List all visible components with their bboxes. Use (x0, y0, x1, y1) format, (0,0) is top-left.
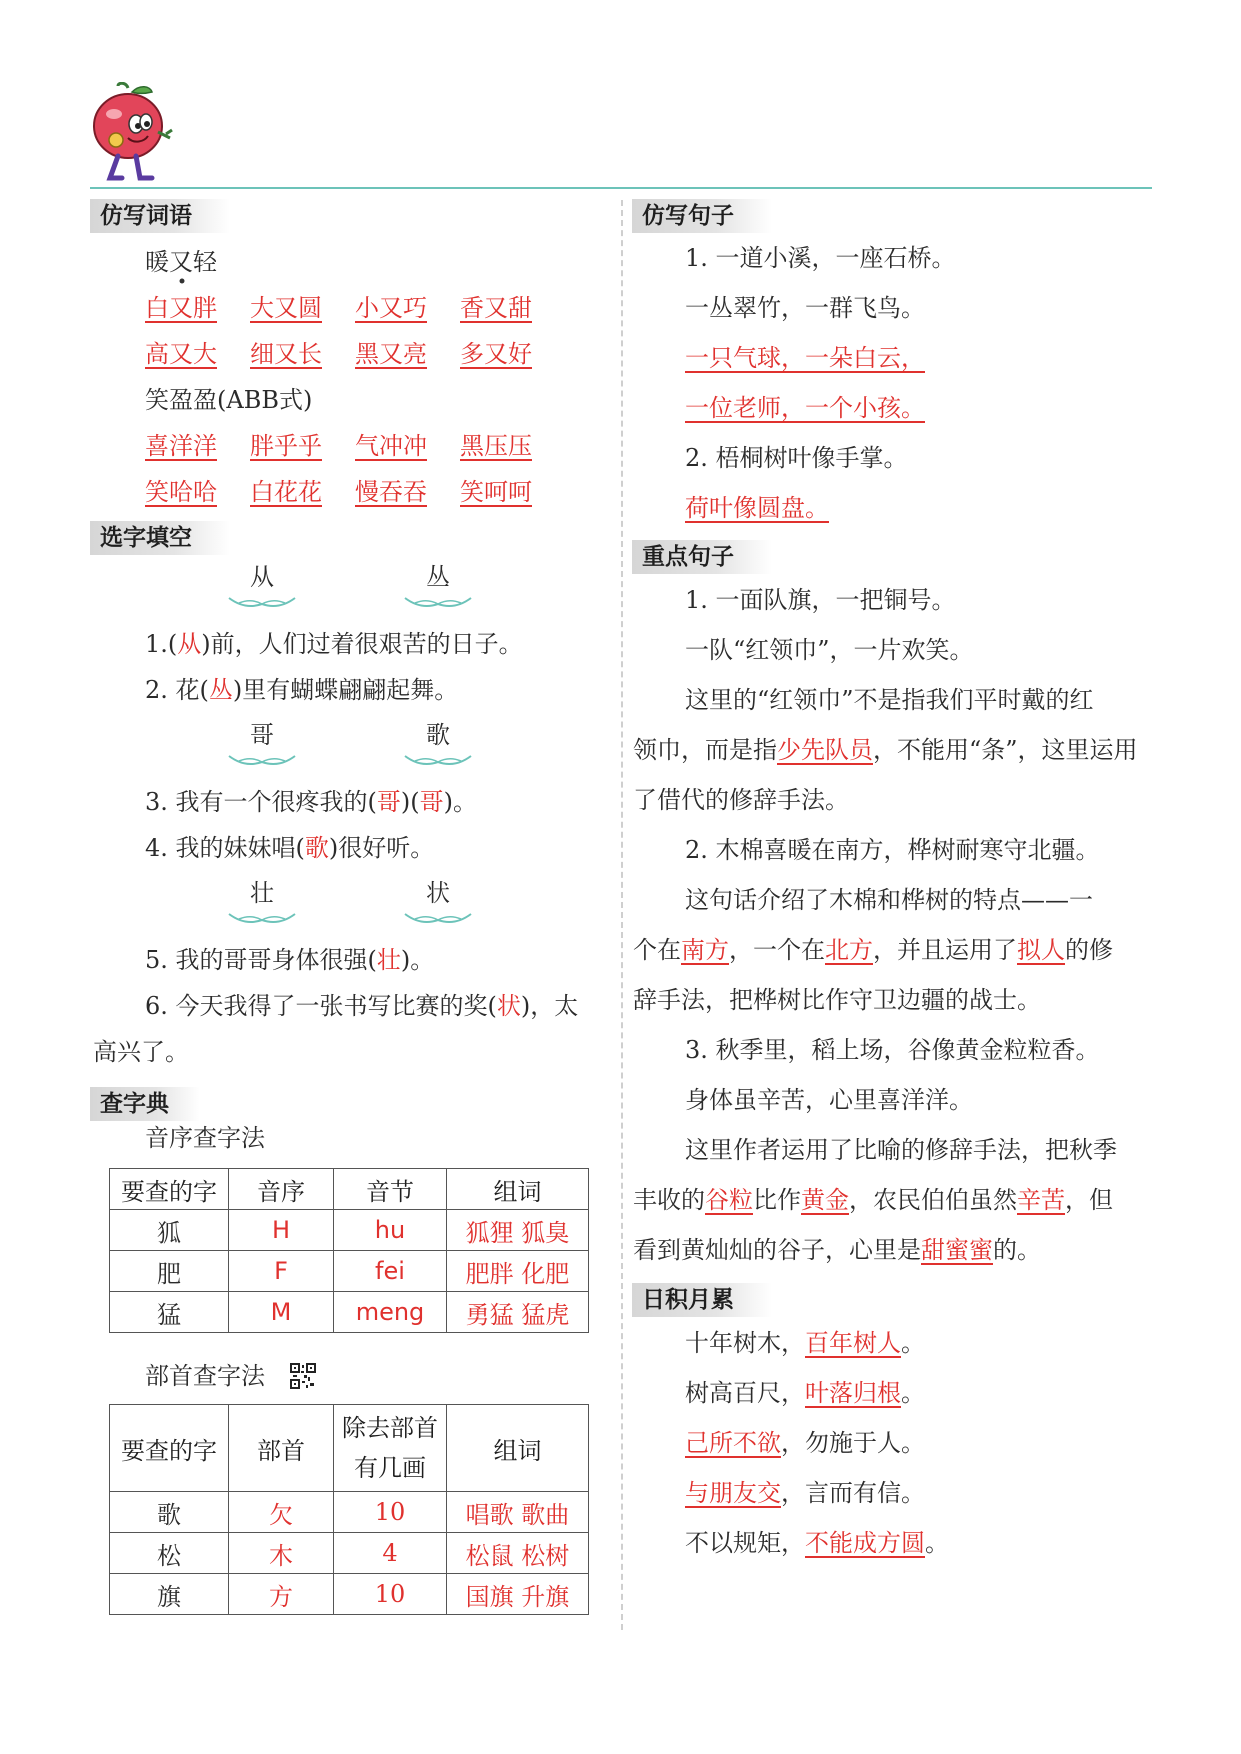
leaf-divider-icon (227, 594, 297, 612)
table-header-cell: 要查的字 (110, 1169, 229, 1210)
apple-mascot-icon (88, 82, 178, 184)
fill-question-5: 5. 我的哥哥身体很强(壮)。 (145, 946, 435, 974)
answer-word: 慢吞吞 (355, 478, 427, 506)
section-title-fangxie-juzi: 仿写句子 (632, 199, 772, 233)
table-cell: 4 (334, 1533, 447, 1574)
leaf-divider-icon (227, 752, 297, 770)
table-cell: H (229, 1210, 334, 1251)
method-yinxu: 音序查字法 (145, 1124, 265, 1152)
header-rule (90, 187, 1152, 189)
answer-word: 白花花 (250, 478, 322, 506)
pinyin-lookup-table (109, 1168, 589, 1333)
table-header-cell: 音序 (229, 1169, 334, 1210)
method-bushou: 部首查字法 (145, 1362, 265, 1390)
table-cell: M (229, 1292, 334, 1333)
table-header-cell: 音节 (334, 1169, 447, 1210)
sentence-line: 一丛翠竹，一群飞鸟。 (685, 294, 925, 322)
paragraph-line: 这句话介绍了木棉和桦树的特点——一 (685, 886, 1093, 914)
table-header-cell: 组词 (447, 1169, 589, 1210)
paragraph-line: 丰收的谷粒比作黄金，农民伯伯虽然辛苦，但 (633, 1186, 1113, 1214)
answer-word: 小又巧 (355, 294, 427, 322)
proverb-line: 十年树木，百年树人。 (685, 1329, 925, 1357)
table-cell: 狐狸 狐臭 (447, 1210, 589, 1251)
emphasis-dot-icon (179, 278, 185, 284)
table-header-cell-two-line: 除去部首 有几画 (334, 1405, 447, 1492)
answer-word: 多又好 (460, 340, 532, 368)
table-cell: 松 (110, 1533, 229, 1574)
example-word-2: 笑盈盈(ABB式) (145, 386, 313, 414)
leaf-divider-icon (403, 594, 473, 612)
answer-word: 笑哈哈 (145, 478, 217, 506)
sentence-line: 2. 梧桐树叶像手掌。 (685, 444, 908, 472)
table-cell: F (229, 1251, 334, 1292)
paragraph-line: 了借代的修辞手法。 (633, 786, 849, 814)
table-cell: 肥胖 化肥 (447, 1251, 589, 1292)
fill-question-4: 4. 我的妹妹唱(歌)很好听。 (145, 834, 435, 862)
proverb-line: 与朋友交，言而有信。 (685, 1479, 925, 1507)
table-cell: hu (334, 1210, 447, 1251)
sentence-line: 一队“红领巾”，一片欢笑。 (685, 636, 974, 664)
section-title-xuanzi-tiankong: 选字填空 (90, 521, 230, 555)
example-word-1: 暖又轻 (145, 244, 217, 280)
table-cell: 方 (229, 1574, 334, 1615)
choice-char: 丛 (426, 563, 450, 591)
leaf-divider-icon (227, 910, 297, 928)
answer-word: 高又大 (145, 340, 217, 368)
answer-row-3 (145, 428, 565, 464)
leaf-divider-icon (403, 910, 473, 928)
table-header-row (110, 1405, 589, 1492)
section-title-fangxie-ciyu: 仿写词语 (90, 199, 230, 233)
table-cell: 唱歌 歌曲 (447, 1492, 589, 1533)
table-cell: 猛 (110, 1292, 229, 1333)
table-cell: fei (334, 1251, 447, 1292)
sentence-line: 1. 一面队旗，一把铜号。 (685, 586, 956, 614)
paragraph-line: 看到黄灿灿的谷子，心里是甜蜜蜜的。 (633, 1236, 1041, 1264)
table-cell: 松鼠 松树 (447, 1533, 589, 1574)
answer-row-4 (145, 474, 565, 510)
choice-char: 状 (426, 879, 450, 907)
column-divider (621, 200, 623, 1630)
section-title-riji-yuelei: 日积月累 (632, 1283, 772, 1317)
sentence-line: 1. 一道小溪，一座石桥。 (685, 244, 956, 272)
fill-question-6-cont: 高兴了。 (93, 1038, 189, 1066)
proverb-line: 不以规矩，不能成方圆。 (685, 1529, 949, 1557)
table-cell: 狐 (110, 1210, 229, 1251)
table-row (110, 1533, 589, 1574)
sentence-line: 身体虽辛苦，心里喜洋洋。 (685, 1086, 973, 1114)
table-cell: 木 (229, 1533, 334, 1574)
table-header-row (110, 1169, 589, 1210)
table-row (110, 1210, 589, 1251)
table-row (110, 1251, 589, 1292)
section-title-cha-zidian: 查字典 (90, 1087, 200, 1121)
fill-question-1: 1.(从)前，人们过着很艰苦的日子。 (145, 630, 523, 658)
table-cell: 国旗 升旗 (447, 1574, 589, 1615)
section-title-zhongdian-juzi: 重点句子 (632, 540, 772, 574)
table-cell: 旗 (110, 1574, 229, 1615)
sentence-line: 2. 木棉喜暖在南方，桦树耐寒守北疆。 (685, 836, 1100, 864)
fill-question-3: 3. 我有一个很疼我的(哥)(哥)。 (145, 788, 477, 816)
table-cell: 歌 (110, 1492, 229, 1533)
table-row (110, 1574, 589, 1615)
table-cell: 10 (334, 1574, 447, 1615)
paragraph-line: 这里作者运用了比喻的修辞手法，把秋季 (685, 1136, 1117, 1164)
table-header-cell: 要查的字 (110, 1405, 229, 1492)
table-header-cell: 部首 (229, 1405, 334, 1492)
qr-code-icon[interactable] (290, 1363, 316, 1389)
answer-word: 气冲冲 (355, 432, 427, 460)
table-cell: 10 (334, 1492, 447, 1533)
answer-word: 大又圆 (250, 294, 322, 322)
fill-question-6: 6. 今天我得了一张书写比赛的奖(状)，太 (145, 992, 579, 1020)
answer-word: 白又胖 (145, 294, 217, 322)
answer-sentence: 一只气球，一朵白云， (685, 344, 925, 372)
answer-word: 喜洋洋 (145, 432, 217, 460)
answer-word: 细又长 (250, 340, 322, 368)
paragraph-line: 这里的“红领巾”不是指我们平时戴的红 (685, 686, 1094, 714)
leaf-divider-icon (403, 752, 473, 770)
choice-char: 壮 (250, 879, 274, 907)
answer-word: 笑呵呵 (460, 478, 532, 506)
choice-char: 从 (250, 563, 274, 591)
answer-row-2 (145, 336, 565, 372)
answer-sentence: 一位老师，一个小孩。 (685, 394, 925, 422)
answer-sentence: 荷叶像圆盘。 (685, 494, 829, 522)
fill-question-2: 2. 花(丛)里有蝴蝶翩翩起舞。 (145, 676, 459, 704)
table-cell: 肥 (110, 1251, 229, 1292)
proverb-line: 己所不欲，勿施于人。 (685, 1429, 925, 1457)
table-row (110, 1292, 589, 1333)
table-cell: meng (334, 1292, 447, 1333)
answer-word: 香又甜 (460, 294, 532, 322)
paragraph-line: 领巾，而是指少先队员，不能用“条”，这里运用 (633, 736, 1138, 764)
sentence-line: 3. 秋季里，稻上场，谷像黄金粒粒香。 (685, 1036, 1100, 1064)
table-header-cell: 组词 (447, 1405, 589, 1492)
proverb-line: 树高百尺，叶落归根。 (685, 1379, 925, 1407)
paragraph-line: 辞手法，把桦树比作守卫边疆的战士。 (633, 986, 1041, 1014)
answer-word: 黑压压 (460, 432, 532, 460)
choice-char: 哥 (250, 721, 274, 749)
answer-word: 胖乎乎 (250, 432, 322, 460)
choice-char: 歌 (426, 721, 450, 749)
table-cell: 欠 (229, 1492, 334, 1533)
answer-word: 黑又亮 (355, 340, 427, 368)
table-cell: 勇猛 猛虎 (447, 1292, 589, 1333)
table-row (110, 1492, 589, 1533)
answer-row-1 (145, 290, 565, 326)
radical-lookup-table (109, 1404, 589, 1615)
paragraph-line: 个在南方，一个在北方，并且运用了拟人的修 (633, 936, 1113, 964)
